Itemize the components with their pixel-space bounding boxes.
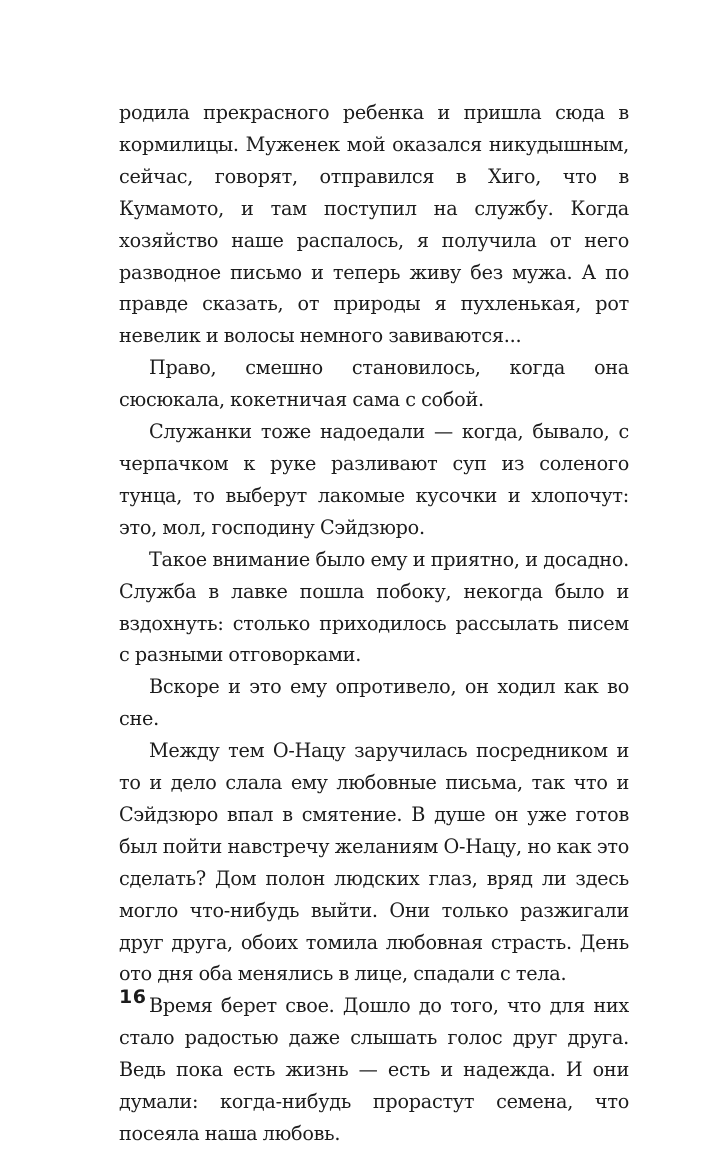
- paragraph: Право, смешно становилось, когда она сюсюкала, кокетничая сама с собой.: [119, 356, 629, 412]
- page-number: 16: [119, 986, 147, 1008]
- body-text: [119, 97, 629, 1150]
- paragraph-continuation: родила прекрасного ребенка и пришла сюда в кормилицы. Муженек мой оказался никудышным, сейчас, говорят, отправился в Хиго, что в Кумамото, и там поступил на службу. Когда хозяйство наше распалось, я получила от него разводное письмо и теперь живу без мужа. А по правде сказать, от природы я пухленькая, рот невелик и волосы немного завиваются...: [119, 101, 629, 348]
- paragraph: Вскоре и это ему опротивело, он ходил как во сне.: [119, 675, 629, 731]
- paragraph: Время берет свое. Дошло до того, что для них стало радостью даже слышать голос друг друга. Ведь пока есть жизнь — есть и надежда. И они думали: когда-нибудь прорастут семена, что посеяла наша любовь.: [119, 994, 629, 1145]
- paragraph: Между тем О-Нацу заручилась посредником и то и дело слала ему любовные письма, так что и Сэйдзюро впал в смятение. В душе он уже готов был пойти навстречу желаниям О-Нацу, но как это сделать? Дом полон людских глаз, вряд ли здесь могло что-нибудь выйти. Они только разжигали друг друга, обоих томила любовная страсть. День ото дня оба менялись в лице, спадали с тела.: [119, 739, 629, 986]
- paragraph: Служанки тоже надоедали — когда, бывало, с черпачком к руке разливают суп из соленого тунца, то выберут лакомые кусочки и хлопочут: это, мол, господину Сэйдзюро.: [119, 420, 629, 539]
- paragraph: Такое внимание было ему и приятно, и досадно. Служба в лавке пошла побоку, некогда было и вздохнуть: столько приходилось рассылать писем с разными отговорками.: [119, 547, 629, 667]
